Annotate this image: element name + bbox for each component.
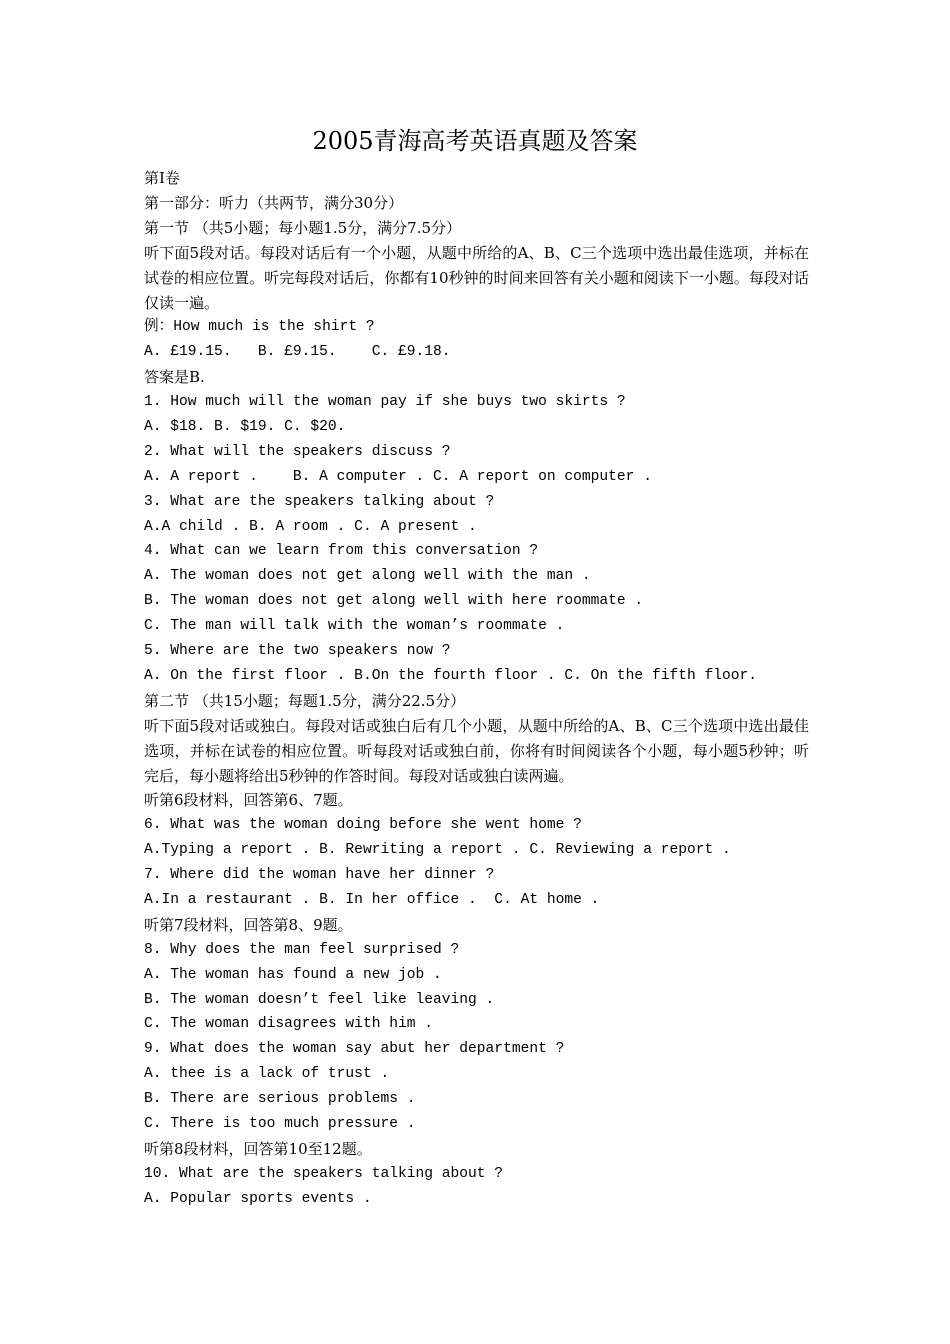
question-line: 例：How much is the shirt ? <box>144 319 375 336</box>
document-body <box>144 166 809 1212</box>
question-line: 1. How much will the woman pay if she buys two skirts ? <box>144 394 626 411</box>
section-heading: 第Ⅰ卷 <box>144 169 180 187</box>
section-heading: 听第6段材料，回答第6、7题。 <box>144 791 353 810</box>
instruction-paragraph: 听下面5段对话。每段对话后有一个小题，从题中所给的A、B、C三个选项中选出最佳选项，并标在试卷的相应位置。听完每段对话后，你都有10秒钟的时间来回答有关小题和阅读下一小题。每段对话仅读一遍。 <box>144 243 809 312</box>
question-line: A.In a restaurant . B. In her office . C. At home . <box>144 892 600 909</box>
question-line: B. The woman doesn’t feel like leaving . <box>144 991 495 1008</box>
question-line: 2. What will the speakers discuss ? <box>144 443 451 460</box>
question-line: C. The woman disagrees with him . <box>144 1016 434 1033</box>
question-line: A.Typing a report . B. Rewriting a report . C. Reviewing a report . <box>144 842 731 859</box>
question-line: A. $18. B. $19. C. $20. <box>144 419 346 436</box>
question-line: 10. What are the speakers talking about ? <box>144 1165 504 1182</box>
question-line: A. The woman does not get along well with the man . <box>144 568 591 585</box>
question-line: 4. What can we learn from this conversation ? <box>144 543 539 560</box>
page-title: 2005青海高考英语真题及答案 <box>312 127 638 155</box>
section-heading: 第一节 （共5小题；每小题1.5分，满分7.5分） <box>144 218 462 237</box>
question-line: A. thee is a lack of trust . <box>144 1066 390 1083</box>
question-line: 7. Where did the woman have her dinner ? <box>144 867 495 884</box>
question-line: A. On the first floor . B.On the fourth floor . C. On the fifth floor. <box>144 667 758 684</box>
section-heading: 第二节 （共15小题；每题1.5分，满分22.5分） <box>144 691 466 710</box>
section-heading: 第一部分：听力（共两节，满分30分） <box>144 193 404 212</box>
question-line: C. There is too much pressure . <box>144 1116 416 1133</box>
question-line: 6. What was the woman doing before she went home ? <box>144 817 582 834</box>
question-line: A. The woman has found a new job . <box>144 966 442 983</box>
question-line: B. The woman does not get along well with here roommate . <box>144 593 644 610</box>
instruction-paragraph: 听下面5段对话或独白。每段对话或独白后有几个小题，从题中所给的A、B、C三个选项中选出最佳选项，并标在试卷的相应位置。听每段对话或独白前，你将有时间阅读各个小题，每小题5秒钟；听完后，每小题将给出5秒钟的作答时间。每段对话或独白读两遍。 <box>144 716 809 785</box>
question-line: A. Popular sports events . <box>144 1190 372 1207</box>
question-line: A. A report . B. A computer . C. A report on computer . <box>144 468 652 485</box>
question-line: A.A child . B. A room . C. A present . <box>144 518 477 535</box>
section-heading: 听第7段材料，回答第8、9题。 <box>144 915 353 934</box>
question-line: B. There are serious problems . <box>144 1091 416 1108</box>
section-heading: 听第8段材料，回答第10至12题。 <box>144 1139 372 1158</box>
section-heading: 答案是B. <box>144 368 205 387</box>
question-line: C. The man will talk with the woman’s roommate . <box>144 618 565 635</box>
question-line: 3. What are the speakers talking about ? <box>144 493 495 510</box>
question-line: 9. What does the woman say abut her department ? <box>144 1041 565 1058</box>
question-line: A. £19.15. B. £9.15. C. £9.18. <box>144 344 451 361</box>
question-line: 8. Why does the man feel surprised ? <box>144 941 460 958</box>
question-line: 5. Where are the two speakers now ? <box>144 643 451 660</box>
